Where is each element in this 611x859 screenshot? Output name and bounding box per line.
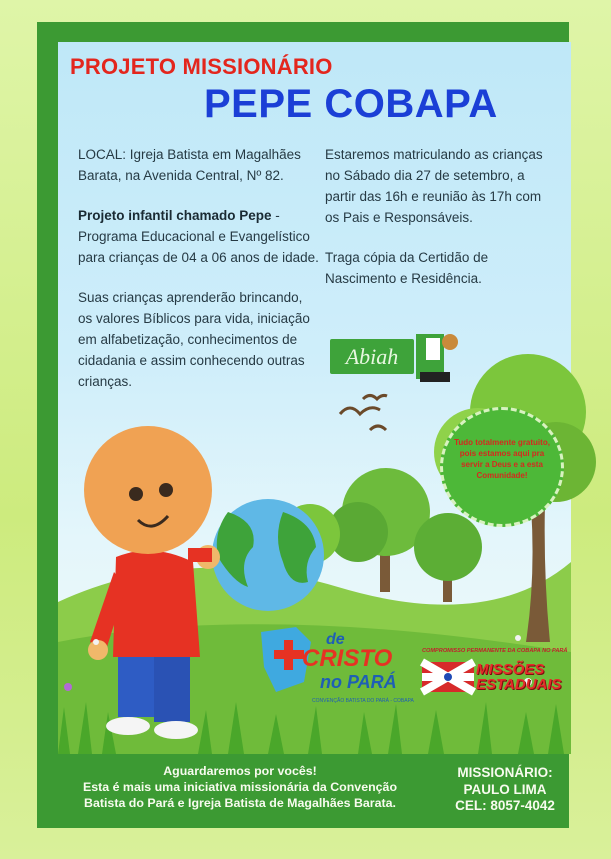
right-column <box>325 144 557 308</box>
missoes-caption: COMPROMISSO PERMANENTE DA COBAPA NO PARÁ <box>422 648 568 654</box>
project-kicker: PROJETO MISSIONÁRIO <box>70 54 333 79</box>
de-cristo-no-para-logo <box>256 622 414 707</box>
project-lead: Projeto infantil chamado Pepe <box>78 208 272 223</box>
documents-paragraph: Traga cópia da Certidão de Nascimento e Residência. <box>325 250 489 286</box>
missionary-label: MISSIONÁRIO: <box>457 765 553 780</box>
para-flag-icon <box>422 662 474 692</box>
learning-paragraph: Suas crianças aprenderão brincando, os valores Bíblicos para vida, iniciação em alfabetização, conhecimentos de cidadania e assim conhecendo outras crianças. <box>78 290 310 389</box>
poster <box>58 42 571 754</box>
missoes-word-1: MISSÕES <box>476 661 545 678</box>
footer-message <box>60 763 420 811</box>
abiah-label: Abiah <box>330 339 414 374</box>
footer-line-2: Esta é mais uma iniciativa missionária da Convenção <box>82 780 398 794</box>
footer-line-1: Aguardaremos por vocês! <box>163 764 317 778</box>
missoes-word <box>476 662 562 692</box>
free-badge-text: Tudo totalmente gratuito, pois estamos aqui pra servir a Deus e a esta Comunidade! <box>454 438 550 480</box>
project-paragraph <box>78 205 320 268</box>
local-paragraph: LOCAL: Igreja Batista em Magalhães Barata, na Avenida Central, Nº 82. <box>78 147 301 183</box>
project-text: - Programa Educacional e Evangelístico para crianças de 04 a 06 anos de idade. <box>78 208 319 265</box>
footer-line-3: Batista do Pará e Igreja Batista de Magalhães Barata. <box>84 796 396 810</box>
globe-icon <box>212 499 324 611</box>
birds-icon <box>340 395 387 430</box>
missoes-estaduais-logo <box>420 648 568 708</box>
left-column <box>78 144 320 411</box>
missionary-name: PAULO LIMA <box>463 781 547 797</box>
free-badge <box>440 407 564 527</box>
missionary-phone: CEL: 8057-4042 <box>455 798 555 813</box>
logo-cristo-line1: de <box>326 631 345 648</box>
enrollment-paragraph: Estaremos matriculando as crianças no Sábado dia 27 de setembro, a partir das 16h e reunião às 17h com os Pais e Responsáveis. <box>325 147 543 225</box>
missionary-contact <box>430 765 580 815</box>
page-title: PEPE COBAPA <box>204 82 498 126</box>
logo-cristo-line2: CRISTO <box>302 645 393 672</box>
logo-cristo-caption: CONVENÇÃO BATISTA DO PARÁ - COBAPA <box>312 698 414 704</box>
missoes-word-2: ESTADUAIS <box>476 676 562 693</box>
abiah-logo-icon <box>416 334 458 382</box>
logo-cristo-line3: no PARÁ <box>320 672 397 692</box>
